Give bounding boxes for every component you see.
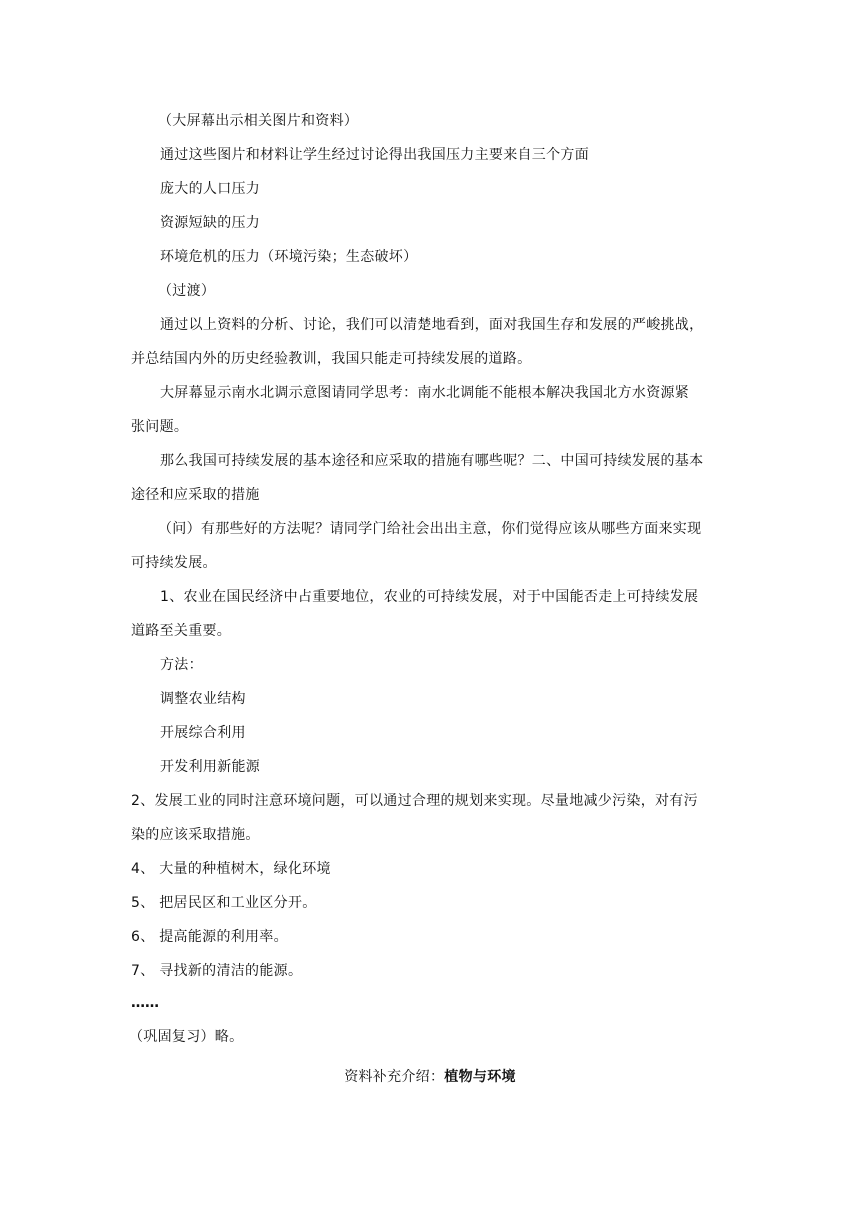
paragraph-line: 途径和应采取的措施 — [131, 487, 260, 503]
list-item: 4、 大量的种植树木，绿化环境 — [131, 861, 331, 877]
paragraph-line: 张问题。 — [131, 419, 189, 435]
paragraph-line: 并总结国内外的历史经验教训，我国只能走可持续发展的道路。 — [131, 351, 532, 367]
paragraph-line: 可持续发展。 — [131, 555, 217, 571]
paragraph-line: 方法： — [160, 657, 203, 673]
list-item: 7、 寻找新的清洁的能源。 — [131, 963, 303, 979]
ellipsis: …… — [131, 995, 159, 1011]
paragraph-line: （过渡） — [158, 283, 216, 299]
paragraph-line: 环境危机的压力（环境污染；生态破坏） — [160, 249, 418, 265]
paragraph-line: 大屏幕显示南水北调示意图请同学思考：南水北调能不能根本解决我国北方水资源紧 — [160, 385, 690, 401]
paragraph-line: 2、发展工业的同时注意环境问题，可以通过合理的规划来实现。尽量地减少污染，对有污 — [131, 793, 698, 809]
paragraph-line: 那么我国可持续发展的基本途径和应采取的措施有哪些呢？二、中国可持续发展的基本 — [160, 453, 704, 469]
section-heading-label: 资料补充介绍： — [344, 1069, 445, 1085]
list-item: 6、 提高能源的利用率。 — [131, 929, 288, 945]
list-item: 5、 把居民区和工业区分开。 — [131, 895, 317, 911]
paragraph-line: 道路至关重要。 — [131, 623, 232, 639]
paragraph-line: 开展综合利用 — [160, 725, 246, 741]
paragraph-line: （巩固复习）略。 — [129, 1029, 244, 1045]
paragraph-line: 资源短缺的压力 — [160, 215, 261, 231]
section-heading — [0, 1067, 860, 1087]
paragraph-line: 通过这些图片和材料让学生经过讨论得出我国压力主要来自三个方面 — [160, 147, 589, 163]
paragraph-line: 通过以上资料的分析、讨论，我们可以清楚地看到，面对我国生存和发展的严峻挑战， — [160, 317, 704, 333]
section-heading-title: 植物与环境 — [444, 1069, 516, 1085]
paragraph-line: （大屏幕出示相关图片和资料） — [158, 113, 359, 129]
paragraph-line: 染的应该采取措施。 — [131, 827, 260, 843]
paragraph-line: （问）有那些好的方法呢？请同学门给社会出出主意，你们觉得应该从哪些方面来实现 — [158, 521, 702, 537]
paragraph-line: 开发利用新能源 — [160, 759, 261, 775]
paragraph-line: 调整农业结构 — [160, 691, 246, 707]
paragraph-line: 1、农业在国民经济中占重要地位，农业的可持续发展，对于中国能否走上可持续发展 — [160, 589, 699, 605]
paragraph-line: 庞大的人口压力 — [160, 181, 261, 197]
